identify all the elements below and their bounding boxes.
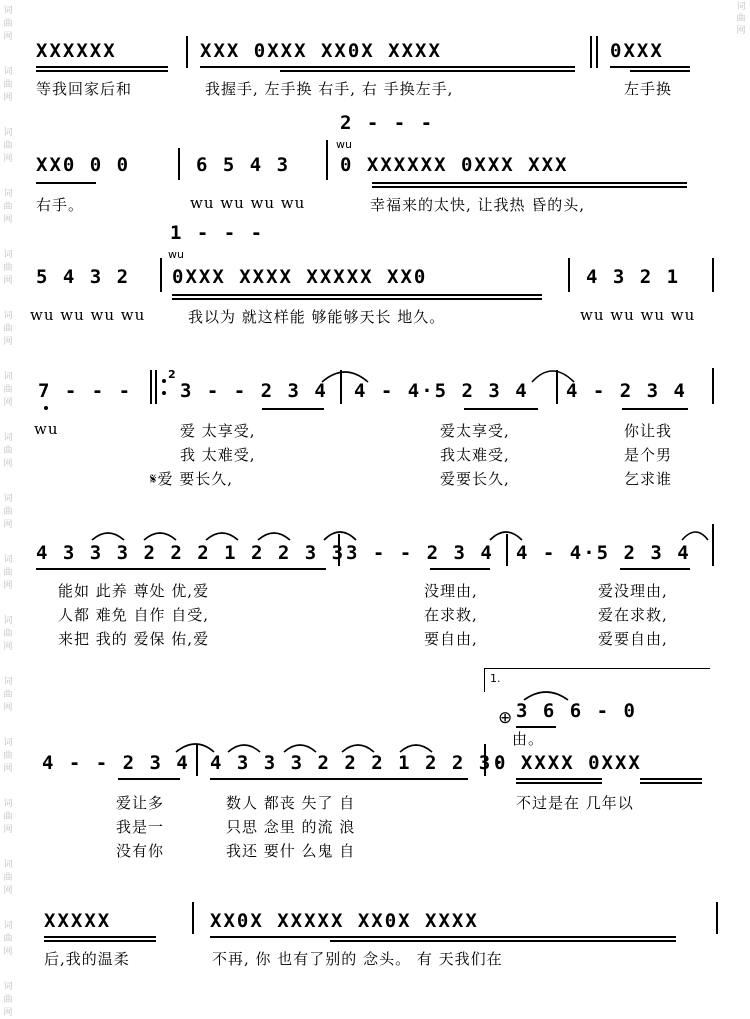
watermark-char: 曲	[3, 507, 13, 517]
verse2-s13: 是个男	[624, 446, 673, 464]
watermark-char: 曲	[3, 568, 13, 578]
watermark-char: 曲	[3, 812, 13, 822]
lyrics-s6: 幸福来的太快, 让我热 昏的头,	[370, 196, 586, 214]
watermark-char: 曲	[3, 141, 13, 151]
notes-s9: 4 3 2 1	[586, 266, 681, 288]
lyrics-s10: wu	[34, 420, 59, 438]
underline	[36, 568, 326, 570]
verse1-s13: 你让我	[624, 422, 673, 440]
watermark-char: 曲	[3, 934, 13, 944]
verse2-s11: 我 太难受,	[180, 446, 256, 464]
lyrics-s7: wu wu wu wu	[30, 306, 146, 324]
underline	[210, 778, 468, 780]
watermark-char: 曲	[3, 19, 13, 29]
underline	[640, 778, 702, 780]
watermark-char: 词	[3, 67, 13, 77]
notes-s3: 0XXX	[610, 40, 664, 62]
verse3-s15: 要自由,	[424, 630, 478, 648]
watermark-char: 词	[3, 128, 13, 138]
underline	[44, 936, 156, 938]
barline	[712, 368, 714, 404]
slur	[324, 532, 356, 540]
notes-s13: 4 - 2 3 4	[566, 380, 687, 402]
watermark-char: 曲	[736, 14, 746, 24]
watermark-char: 词	[736, 2, 746, 12]
notes-s1: XXXXXX	[36, 40, 117, 62]
volta-bracket	[484, 668, 710, 669]
underline	[118, 778, 180, 780]
barline	[568, 258, 570, 292]
barline	[326, 140, 328, 180]
verse2-s15: 在求救,	[424, 606, 478, 624]
verse1-s12: 爱太享受,	[440, 422, 510, 440]
watermark-char: 网	[3, 215, 13, 225]
watermark-char: 曲	[3, 629, 13, 639]
verse3-s11: 𝄋爱 要长久,	[150, 470, 233, 488]
lyrics-s20: 不过是在 几年以	[516, 794, 634, 812]
notes-s8: 0XXX XXXX XXXXX XX0	[172, 266, 428, 288]
underline	[430, 568, 490, 570]
verse3-s14: 来把 我的 爱保 佑,爱	[58, 630, 210, 648]
lyrics-s9: wu wu wu wu	[580, 306, 696, 324]
verse3-s13: 乞求谁	[624, 470, 673, 488]
notes-s15: 3 - - 2 3 4	[346, 542, 494, 564]
notes-s20: 0 XXXX 0XXX	[494, 752, 642, 774]
slur	[228, 745, 260, 752]
watermark-char: 词	[3, 494, 13, 504]
watermark-char: 网	[3, 520, 13, 530]
underline	[372, 186, 687, 188]
verse1-s11: 爱 太享受,	[180, 422, 256, 440]
verse2-s19: 只思 念里 的流 浪	[226, 818, 356, 836]
watermark-char: 词	[3, 555, 13, 565]
underline	[630, 70, 690, 72]
verse2-s16: 爱在求救,	[598, 606, 668, 624]
watermark-char: 曲	[3, 385, 13, 395]
watermark-char: 词	[3, 433, 13, 443]
lyrics-s4: 右手。	[36, 196, 85, 214]
notes-s19: 4 3 3 3 2 2 2 1 2 2 3·	[210, 752, 506, 774]
notes-s16: 4 - 4·5 2 3 4	[516, 542, 691, 564]
notes-s11: 3 - - 2 3 4	[180, 380, 328, 402]
verse1-s14: 能如 此养 尊处 优,爱	[58, 582, 210, 600]
underline	[610, 66, 690, 68]
repeat-start-barline	[150, 370, 152, 404]
watermark-char: 网	[3, 703, 13, 713]
watermark-char: 曲	[3, 263, 13, 273]
watermark-strip-right	[734, 0, 750, 40]
watermark-char: 词	[3, 616, 13, 626]
verse2-s14: 人都 难免 自作 自受,	[58, 606, 210, 624]
watermark-char: 网	[3, 93, 13, 103]
watermark-char: 词	[3, 250, 13, 260]
underline	[210, 936, 676, 938]
slur	[342, 745, 374, 752]
watermark-char: 曲	[3, 80, 13, 90]
notes-s21: XXXXX	[44, 910, 112, 932]
barline	[196, 744, 198, 776]
watermark-char: 网	[3, 337, 13, 347]
underline	[36, 66, 168, 68]
verse1-s19: 数人 都丧 失了 自	[226, 794, 356, 812]
lyrics-s17: 由。	[512, 730, 545, 748]
notes-s10: 7 - - -	[38, 380, 133, 402]
watermark-char: 曲	[3, 995, 13, 1005]
repeat-start-barline	[155, 370, 157, 404]
notes-s22: XX0X XXXXX XX0X XXXX	[210, 910, 479, 932]
watermark-char: 网	[3, 947, 13, 957]
volta-label: 1.	[490, 672, 501, 685]
slur	[682, 532, 708, 540]
barline	[186, 36, 188, 68]
slur	[284, 745, 316, 752]
watermark-char: 词	[3, 860, 13, 870]
watermark-char: 网	[3, 32, 13, 42]
barline	[716, 902, 718, 934]
notes-s4: XX0 0 0	[36, 154, 131, 176]
watermark-char: 网	[3, 459, 13, 469]
watermark-char: 词	[3, 921, 13, 931]
watermark-char: 曲	[3, 324, 13, 334]
watermark-strip	[0, 0, 16, 1018]
repeat-dots	[162, 379, 166, 395]
watermark-char: 词	[3, 738, 13, 748]
notes-s7: 5 4 3 2	[36, 266, 131, 288]
barline	[192, 902, 194, 934]
slur	[144, 533, 176, 540]
verse3-s12: 爱要长久,	[440, 470, 510, 488]
barline	[596, 36, 598, 68]
repeat-time-mark: 2	[168, 368, 176, 381]
lyrics-s2: 我握手, 左手换 右手, 右 手换左手,	[205, 80, 454, 98]
underline	[464, 408, 538, 410]
barline	[712, 258, 714, 292]
underline	[330, 940, 676, 942]
watermark-char: 网	[3, 581, 13, 591]
notes-s17: 3 6 6 - 0	[516, 700, 637, 722]
underline	[516, 778, 602, 780]
barline	[590, 36, 592, 68]
watermark-char: 网	[3, 154, 13, 164]
notes-s18: 4 - - 2 3 4	[42, 752, 190, 774]
watermark-char: 曲	[3, 873, 13, 883]
barline	[712, 524, 714, 566]
lyrics-s3: 左手换	[624, 80, 673, 98]
lyrics-s1: 等我回家后和	[36, 80, 133, 98]
underline	[640, 782, 702, 784]
watermark-char: 词	[3, 189, 13, 199]
notes-s12: 4 - 4·5 2 3 4	[354, 380, 529, 402]
verse3-s18: 没有你	[116, 842, 165, 860]
watermark-char: 网	[3, 764, 13, 774]
upper-word-s8: wu	[168, 248, 184, 261]
watermark-char: 网	[3, 642, 13, 652]
underline	[36, 70, 168, 72]
watermark-char: 曲	[3, 690, 13, 700]
lyrics-s8: 我以为 就这样能 够能够天长 地久。	[188, 308, 446, 326]
underline	[516, 726, 556, 728]
slur	[258, 533, 290, 540]
barline	[484, 744, 486, 776]
watermark-char: 网	[3, 398, 13, 408]
watermark-char: 词	[3, 799, 13, 809]
underline	[280, 70, 575, 72]
verse1-s18: 爱让多	[116, 794, 165, 812]
watermark-char: 词	[3, 677, 13, 687]
watermark-char: 曲	[3, 751, 13, 761]
watermark-char: 网	[3, 1008, 13, 1018]
verse3-s19: 我还 要什 么鬼 自	[226, 842, 356, 860]
barline	[160, 258, 162, 292]
watermark-char: 曲	[3, 202, 13, 212]
verse2-s18: 我是一	[116, 818, 165, 836]
watermark-char: 网	[736, 26, 746, 36]
lyrics-s22: 不再, 你 也有了别的 念头。 有 天我们在	[212, 950, 503, 968]
watermark-char: 词	[3, 6, 13, 16]
slur	[176, 744, 214, 752]
underline	[262, 408, 324, 410]
verse1-s16: 爱没理由,	[598, 582, 668, 600]
underline	[372, 182, 687, 184]
slur	[524, 692, 568, 700]
coda-icon: ⊕	[498, 708, 513, 728]
verse2-s12: 我太难受,	[440, 446, 510, 464]
lower-octave-dots	[44, 406, 48, 410]
watermark-char: 网	[3, 276, 13, 286]
watermark-char: 网	[3, 886, 13, 896]
underline	[620, 568, 690, 570]
upper-part-s6: 2 - - -	[340, 112, 435, 134]
upper-part-s8: 1 - - -	[170, 222, 265, 244]
underline	[36, 182, 96, 184]
volta-bracket	[484, 668, 485, 692]
lyrics-s5: wu wu wu wu	[190, 194, 306, 212]
barline	[338, 534, 340, 566]
watermark-char: 曲	[3, 446, 13, 456]
underline	[44, 940, 156, 942]
barline	[556, 370, 558, 404]
barline	[178, 148, 180, 180]
lyrics-s21: 后,我的温柔	[44, 950, 130, 968]
underline	[516, 782, 602, 784]
slur	[92, 533, 124, 540]
notes-s2: XXX 0XXX XX0X XXXX	[200, 40, 442, 62]
underline	[172, 298, 542, 300]
notes-s5: 6 5 4 3	[196, 154, 291, 176]
barline	[340, 370, 342, 404]
watermark-char: 网	[3, 825, 13, 835]
watermark-char: 词	[3, 372, 13, 382]
verse3-s16: 爱要自由,	[598, 630, 668, 648]
watermark-char: 词	[3, 311, 13, 321]
notes-s6: 0 XXXXXX 0XXX XXX	[340, 154, 569, 176]
verse1-s15: 没理由,	[424, 582, 478, 600]
barline	[506, 534, 508, 566]
watermark-char: 词	[3, 982, 13, 992]
slur	[400, 745, 432, 752]
underline	[200, 66, 575, 68]
notes-s14: 4 3 3 3 2 2 2 1 2 2 3 3	[36, 542, 346, 564]
underline	[622, 408, 688, 410]
underline	[172, 294, 542, 296]
upper-word-s6: wu	[336, 138, 352, 151]
slur	[206, 533, 238, 540]
